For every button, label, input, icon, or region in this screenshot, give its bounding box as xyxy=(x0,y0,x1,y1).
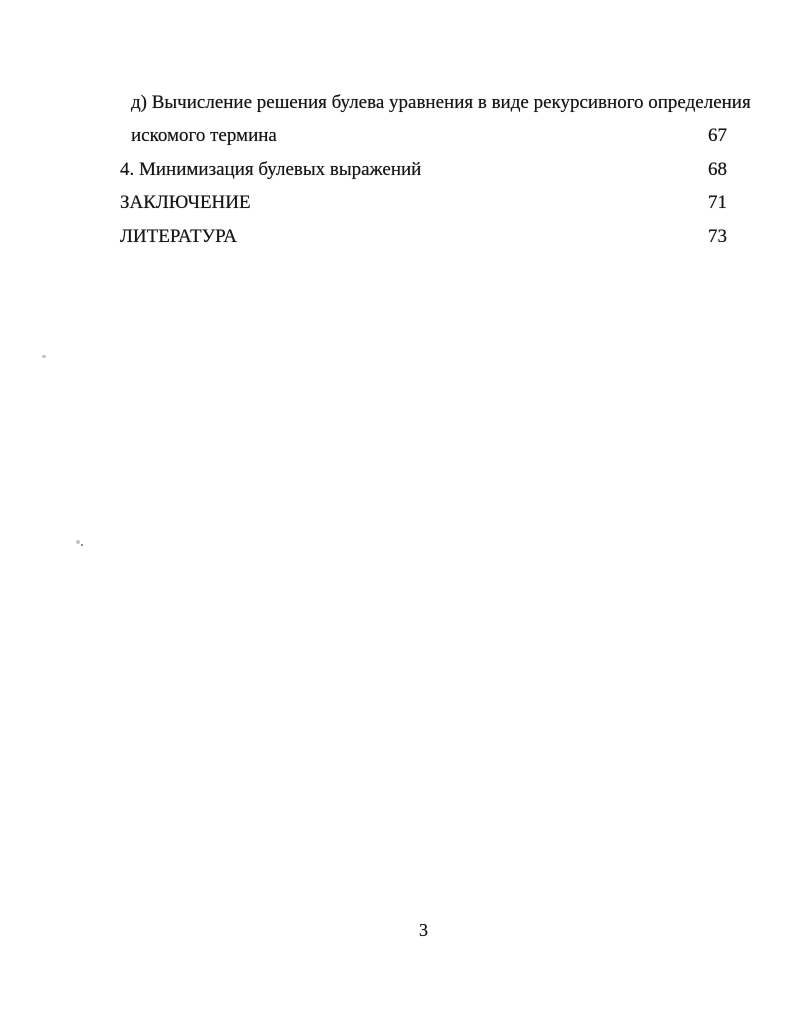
scan-speck xyxy=(81,544,83,546)
toc-entry xyxy=(120,86,751,119)
table-of-contents xyxy=(120,86,751,253)
toc-entry-label: ЗАКЛЮЧЕНИЕ xyxy=(120,192,251,214)
toc-dotted-leader xyxy=(242,220,696,253)
toc-entry-label: 4. Минимизация булевых выражений xyxy=(120,158,422,180)
scan-speck xyxy=(76,540,80,544)
scan-speck xyxy=(42,355,46,358)
toc-entry xyxy=(120,220,727,253)
toc-entry-label: искомого термина xyxy=(131,125,277,147)
toc-entry xyxy=(120,153,727,186)
toc-entry-label: д) Вычисление решения булева уравнения в виде рекурсивного определения xyxy=(131,92,751,113)
toc-page-number: 67 xyxy=(708,125,727,147)
toc-dotted-leader xyxy=(426,153,696,186)
toc-entry-label: ЛИТЕРАТУРА xyxy=(120,225,237,247)
toc-page-number: 73 xyxy=(708,225,727,247)
toc-entry xyxy=(120,119,727,152)
toc-dotted-leader xyxy=(282,119,696,152)
toc-entry xyxy=(120,186,727,219)
toc-page-number: 68 xyxy=(708,158,727,180)
page-number: 3 xyxy=(419,920,428,940)
toc-page-number: 71 xyxy=(708,192,727,214)
toc-dotted-leader xyxy=(256,186,696,219)
